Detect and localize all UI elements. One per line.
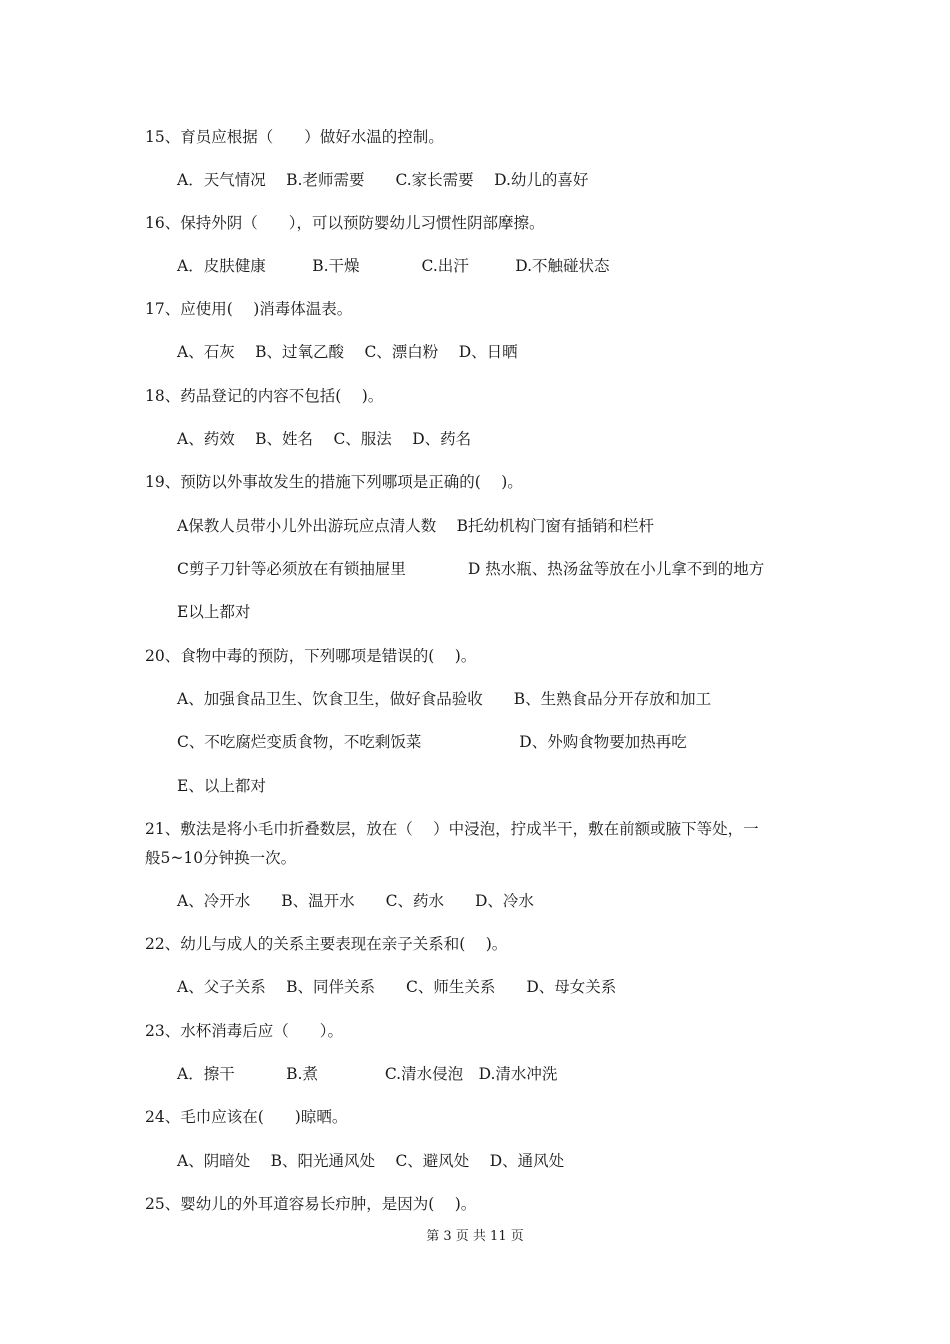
- question-text: 19、预防以外事故发生的措施下列哪项是正确的( )。: [145, 473, 523, 491]
- answer-options: A、石灰 B、过氧乙酸 C、漂白粉 D、日晒: [177, 343, 518, 361]
- page-footer: 第 3 页 共 11 页: [426, 1229, 524, 1244]
- question-text: 22、幼儿与成人的关系主要表现在亲子关系和( )。: [145, 935, 508, 953]
- answer-options: A保教人员带小儿外出游玩应点清人数 B托幼机构门窗有插销和栏杆: [177, 517, 655, 535]
- answer-options: C剪子刀针等必须放在有锁抽屉里 D 热水瓶、热汤盆等放在小儿拿不到的地方: [177, 560, 765, 578]
- answer-options: A、父子关系 B、同伴关系 C、师生关系 D、母女关系: [177, 978, 617, 996]
- question-text: 20、食物中毒的预防，下列哪项是错误的( )。: [145, 647, 477, 665]
- question-text: 23、水杯消毒后应（ ）。: [145, 1022, 343, 1040]
- question-text: 16、保持外阴（ ），可以预防婴幼儿习惯性阴部摩擦。: [145, 214, 545, 232]
- answer-options: A、阴暗处 B、阳光通风处 C、避风处 D、通风处: [177, 1152, 565, 1170]
- answer-options: A、加强食品卫生、饮食卫生，做好食品验收 B、生熟食品分开存放和加工: [177, 690, 712, 708]
- question-text: 般5~10分钟换一次。: [145, 849, 297, 867]
- question-text: 18、药品登记的内容不包括( )。: [145, 387, 384, 405]
- answer-options: E以上都对: [177, 603, 251, 621]
- answer-options: A．天气情况 B.老师需要 C.家长需要 D.幼儿的喜好: [177, 171, 589, 189]
- question-text: 15、育员应根据（ ）做好水温的控制。: [145, 128, 444, 146]
- answer-options: C、不吃腐烂变质食物，不吃剩饭菜 D、外购食物要加热再吃: [177, 733, 687, 751]
- question-text: 17、应使用( )消毒体温表。: [145, 300, 353, 318]
- answer-options: A、药效 B、姓名 C、服法 D、药名: [177, 430, 472, 448]
- answer-options: E、以上都对: [177, 777, 266, 795]
- question-text: 24、毛巾应该在( )晾晒。: [145, 1108, 348, 1126]
- question-text: 21、敷法是将小毛巾折叠数层，放在（ ）中浸泡，拧成半干，敷在前额或腋下等处，一: [145, 820, 759, 838]
- question-text: 25、婴幼儿的外耳道容易长疖肿，是因为( )。: [145, 1195, 477, 1213]
- answer-options: A、冷开水 B、温开水 C、药水 D、冷水: [177, 892, 534, 910]
- answer-options: A．擦干 B.煮 C.清水侵泡 D.清水冲洗: [177, 1065, 558, 1083]
- answer-options: A．皮肤健康 B.干燥 C.出汗 D.不触碰状态: [177, 257, 610, 275]
